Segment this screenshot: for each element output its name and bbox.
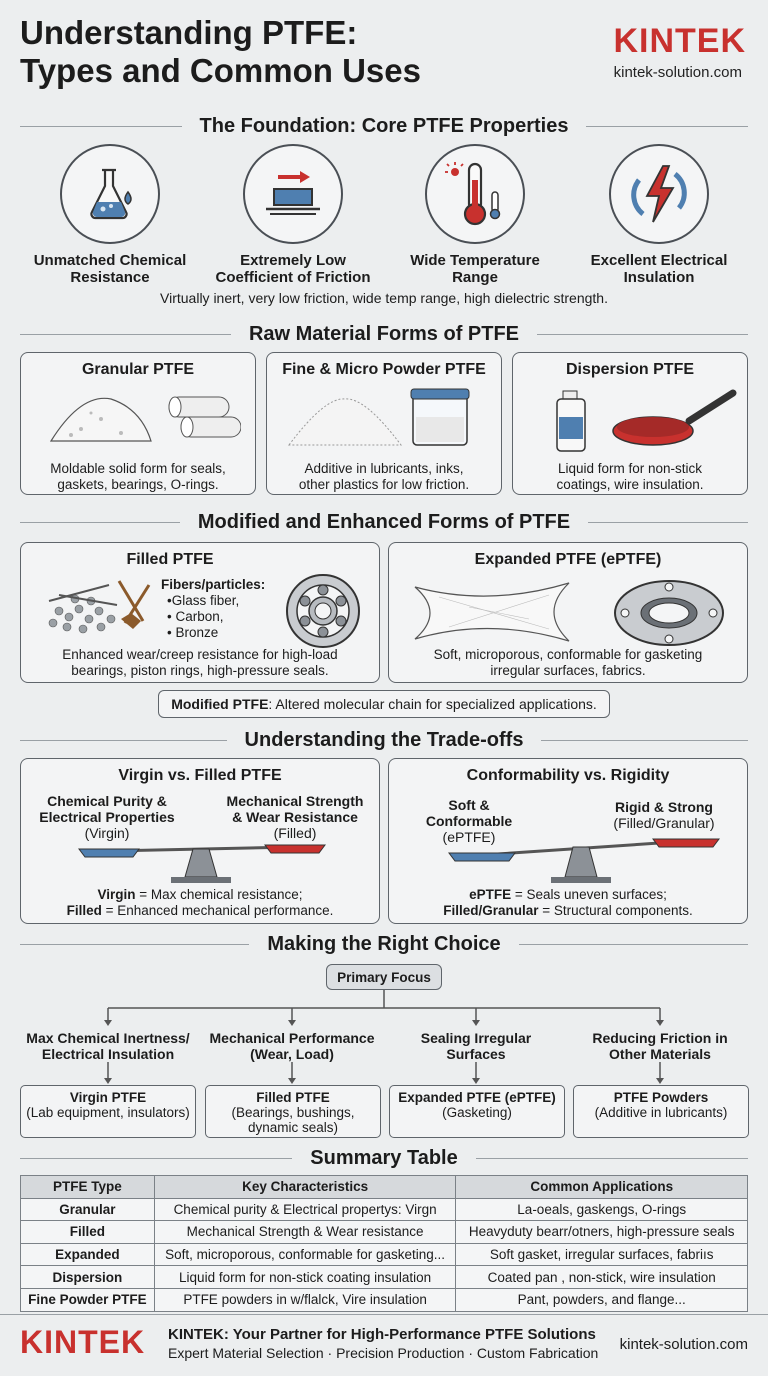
foundation-note: Virtually inert, very low friction, wide temp range, high dielectric strength.	[160, 290, 608, 306]
result-expanded-ptfe: Expanded PTFE (ePTFE) (Gasketing)	[389, 1085, 565, 1138]
footer-kintek-logo: KINTEK	[20, 1324, 146, 1360]
bottle-pan-icon	[553, 383, 743, 455]
title-line-2: Types and Common Uses	[20, 52, 421, 89]
table-row: Expanded Soft, microporous, conformable for gasketing... Soft gasket, irregular surfaces, fabriıs	[21, 1243, 748, 1266]
fibers-list: Fibers/particles: •Glass fiber, • Carbon, • Bronze	[161, 577, 266, 640]
card-expanded-ptfe: Expanded PTFE (ePTFE) Soft, microporous, conformable for gasketing irregular surfaces, fabrics.	[388, 542, 748, 683]
foundation-heading: The Foundation: Core PTFE Properties	[0, 114, 768, 138]
kintek-logo: KINTEK	[613, 22, 746, 60]
card-virgin-vs-filled: Virgin vs. Filled PTFE Chemical Purity & Electrical Properties (Virgin) Mechanical Strength & Wear Resistance (Filled) Virgin = Max chemical resistance; Filled = Enhanced mechanical performance.	[20, 758, 380, 924]
table-row: Filled Mechanical Strength & Wear resistance Heavyduty bearr/otners, high-pressure seals	[21, 1221, 748, 1244]
summary-table	[20, 1175, 748, 1312]
balance-scale-icon	[71, 837, 331, 887]
page-title	[20, 14, 540, 90]
modified-heading: Modified and Enhanced Forms of PTFE	[0, 510, 768, 534]
footer-tagline: KINTEK: Your Partner for High-Performance PTFE Solutions	[168, 1326, 596, 1343]
summary-heading: Summary Table	[0, 1146, 768, 1170]
filled-side-label: Mechanical Strength & Wear Resistance (Filled)	[226, 793, 364, 841]
table-row: Dispersion Liquid form for non-stick coating insulation Coated pan , non-stick, wire insulation	[21, 1266, 748, 1289]
branch-chemical-inertness: Max Chemical Inertness/ Electrical Insulation	[26, 1030, 190, 1062]
membrane-gasket-icon	[409, 577, 739, 647]
card-filled-ptfe: Filled PTFE Fibers/particles: •Glass fiber, • Carbon, • Bronze Enhanced wear/creep resistance for high-load bearings, piston rings, high-pressure seals.	[20, 542, 380, 683]
title-line-1: Understanding PTFE:	[20, 14, 358, 51]
table-row: Fine Powder PTFE PTFE powders in w/flalck, Vire insulation Pant, powders, and flange...	[21, 1288, 748, 1311]
eptfe-side-label: Soft & Conformable (ePTFE)	[425, 797, 513, 845]
branch-sealing-irregular: Sealing Irregular Surfaces	[420, 1030, 532, 1062]
result-virgin-ptfe: Virgin PTFE (Lab equipment, insulators)	[20, 1085, 196, 1138]
property-chemical-resistance: Unmatched Chemical Resistance	[25, 144, 195, 286]
thermometer-icon	[425, 144, 525, 244]
card-fine-powder-ptfe: Fine & Micro Powder PTFE Additive in lubricants, inks, other plastics for low friction.	[266, 352, 502, 495]
sliding-block-icon	[243, 144, 343, 244]
header-url: kintek-solution.com	[613, 64, 742, 81]
table-header-row	[21, 1176, 748, 1199]
branch-reducing-friction: Reducing Friction in Other Materials	[592, 1030, 728, 1062]
flask-icon	[60, 144, 160, 244]
modified-ptfe-note: Modified PTFE : Altered molecular chain for specialized applications.	[158, 690, 610, 718]
footer-url: kintek-solution.com	[619, 1336, 748, 1353]
property-low-friction: Extremely Low Coefficient of Friction	[208, 144, 378, 286]
result-ptfe-powders: PTFE Powders (Additive in lubricants)	[573, 1085, 749, 1138]
col-header-type: PTFE Type	[21, 1176, 155, 1199]
tilted-scale-icon	[443, 835, 723, 887]
property-temperature-range: Wide Temperature Range	[390, 144, 560, 286]
lightning-icon	[609, 144, 709, 244]
card-conformability-vs-rigidity: Conformability vs. Rigidity Soft & Conformable (ePTFE) Rigid & Strong (Filled/Granular) ePTFE = Seals uneven surfaces; Filled/Granular = Structural components.	[388, 758, 748, 924]
raw-forms-heading: Raw Material Forms of PTFE	[0, 322, 768, 346]
choice-heading: Making the Right Choice	[0, 932, 768, 956]
footer-services: Expert Material Selection · Precision Production · Custom Fabrication	[168, 1345, 599, 1361]
col-header-characteristics: Key Characteristics	[154, 1176, 456, 1199]
filler-particles-icon	[39, 571, 159, 639]
footer-divider	[0, 1314, 768, 1315]
granular-pile-icon	[41, 389, 241, 447]
col-header-applications: Common Applications	[456, 1176, 748, 1199]
virgin-side-label: Chemical Purity & Electrical Properties (Virgin)	[39, 793, 175, 841]
tradeoffs-heading: Understanding the Trade-offs	[0, 728, 768, 752]
bearing-icon	[283, 571, 363, 651]
card-granular-ptfe: Granular PTFE Moldable solid form for seals, gaskets, bearings, O-rings.	[20, 352, 256, 495]
rigid-side-label: Rigid & Strong (Filled/Granular)	[613, 799, 715, 831]
property-electrical-insulation: Excellent Electrical Insulation	[574, 144, 744, 286]
result-filled-ptfe: Filled PTFE (Bearings, bushings, dynamic seals)	[205, 1085, 381, 1138]
branch-mechanical-performance: Mechanical Performance (Wear, Load)	[209, 1030, 375, 1062]
powder-jar-icon	[285, 387, 485, 451]
card-dispersion-ptfe: Dispersion PTFE Liquid form for non-stick coatings, wire insulation.	[512, 352, 748, 495]
table-row: Granular Chemical purity & Electrical propertys: Virgn La-oeals, gaskengs, O-rings	[21, 1198, 748, 1221]
primary-focus-box: Primary Focus	[326, 964, 442, 990]
